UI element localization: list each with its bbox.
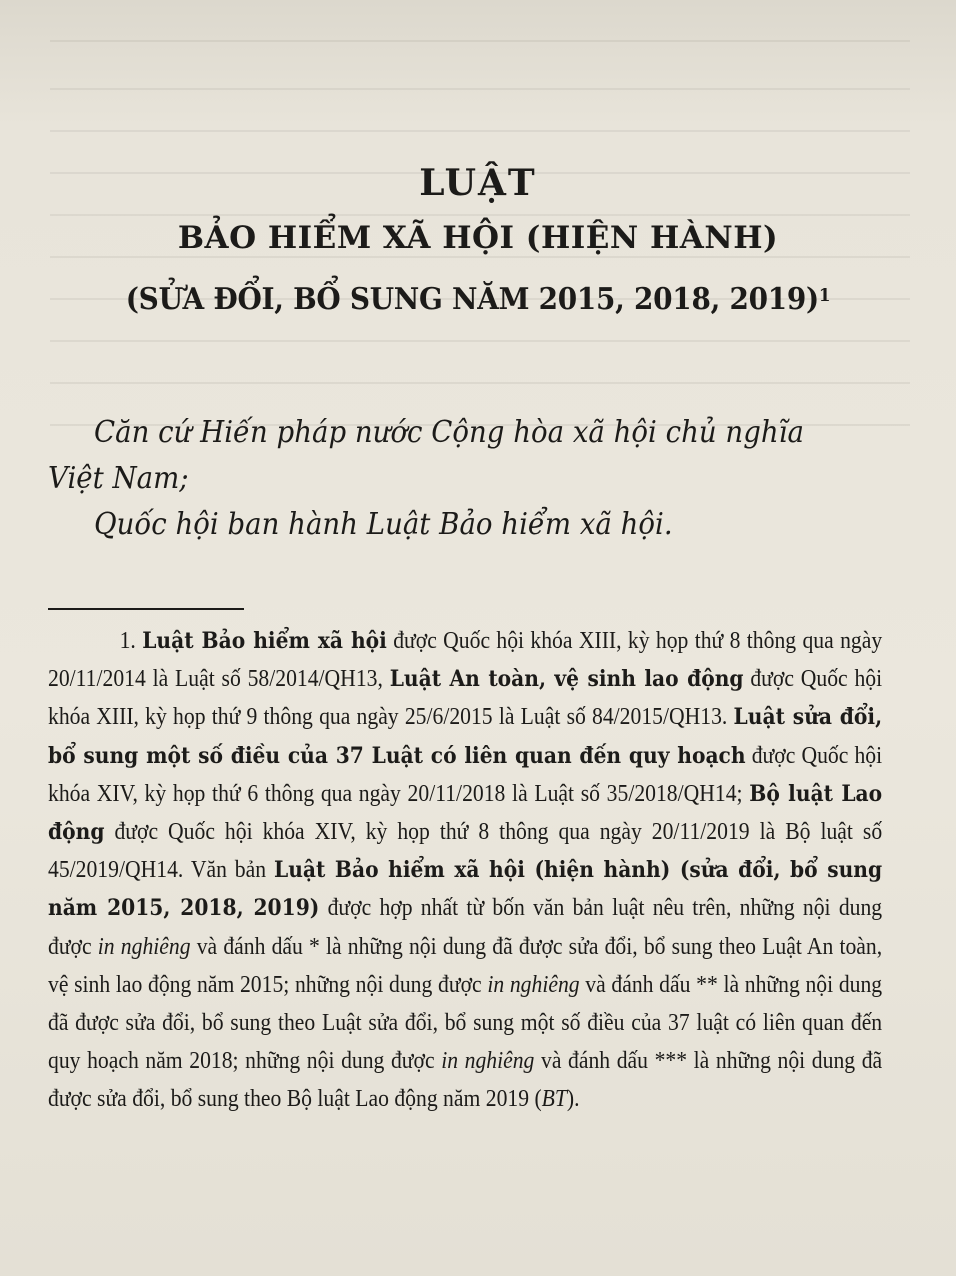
preamble-line-1: Căn cứ Hiến pháp nước Cộng hòa xã hội chủ nghĩa (94, 415, 804, 450)
footnote-bold: Bộ luật Lao động (48, 780, 883, 846)
preamble-line-2: Việt Nam; (48, 461, 189, 496)
bleed-through-line (50, 88, 910, 90)
bleed-through-line (50, 40, 910, 42)
footnote-text: và đánh dấu * là những nội dung đã được sửa đổi, bổ sung theo Luật An toàn, vệ sinh lao động năm 2015; những nội dung được (48, 932, 883, 998)
title-line-1: LUẬT (419, 162, 537, 204)
title-line-3 (33, 270, 922, 330)
footnote-number: 1. (119, 627, 143, 654)
footnote-bold: Luật sửa đổi, bổ sung một số điều của 37 Luật có liên quan đến quy hoạch (48, 704, 883, 769)
bleed-through-line (50, 382, 910, 384)
footnote-text: được Quốc hội khóa XIII, kỳ họp thứ 8 thông qua ngày 20/11/2014 là Luật số 58/2014/QH13, (48, 627, 883, 693)
footnote-bold: Luật An toàn, vệ sinh lao động (389, 666, 744, 693)
title-line-2: BẢO HIỂM XÃ HỘI (HIỆN HÀNH) (177, 220, 779, 256)
footnote-italic: in nghiêng (97, 932, 191, 960)
footnote-text: được Quốc hội khóa XIV, kỳ họp thứ 8 thông qua ngày 20/11/2019 là Bộ luật số 45/2019/QH14. Văn bản (48, 818, 883, 884)
footnote-bold: Luật Bảo hiểm xã hội (142, 628, 387, 654)
footnote-italic: in nghiêng (487, 970, 580, 998)
footnote-text: được hợp nhất từ bốn văn bản luật nêu trên, những nội dung được (48, 894, 883, 960)
footnote-text: được Quốc hội khóa XIII, kỳ họp thứ 9 thông qua ngày 25/6/2015 là Luật số 84/2015/QH13. (48, 665, 883, 731)
footnote-italic: BT (541, 1085, 567, 1113)
bleed-through-line (50, 130, 910, 132)
footnote-text: được Quốc hội khóa XIV, kỳ họp thứ 6 thông qua ngày 20/11/2018 là Luật số 35/2018/QH14; (48, 741, 883, 807)
footnote-text: ). (566, 1085, 580, 1113)
footnote (48, 622, 882, 1119)
footnote-mark: 1 (818, 285, 831, 306)
footnote-bold: Luật Bảo hiểm xã hội (hiện hành) (sửa đổi, bổ sung năm 2015, 2018, 2019) (48, 857, 883, 922)
law-title (0, 160, 956, 330)
bleed-through-line (50, 340, 910, 342)
footnote-separator (48, 608, 244, 610)
footnote-text: và đánh dấu ** là những nội dung đã được sửa đổi, bổ sung theo Luật sửa đổi, bổ sung một số điều của 37 luật có liên quan đến quy hoạch năm 2018; những nội dung được (48, 970, 883, 1075)
footnote-italic: in nghiêng (441, 1047, 535, 1075)
preamble-line-3: Quốc hội ban hành Luật Bảo hiểm xã hội. (94, 507, 673, 542)
preamble (48, 410, 839, 548)
title-line-3-text: (SỬA ĐỔI, BỔ SUNG NĂM 2015, 2018, 2019) (125, 282, 819, 317)
footnote-text: và đánh dấu *** là những nội dung đã được sửa đổi, bổ sung theo Bộ luật Lao động năm 2019 ( (48, 1047, 883, 1113)
